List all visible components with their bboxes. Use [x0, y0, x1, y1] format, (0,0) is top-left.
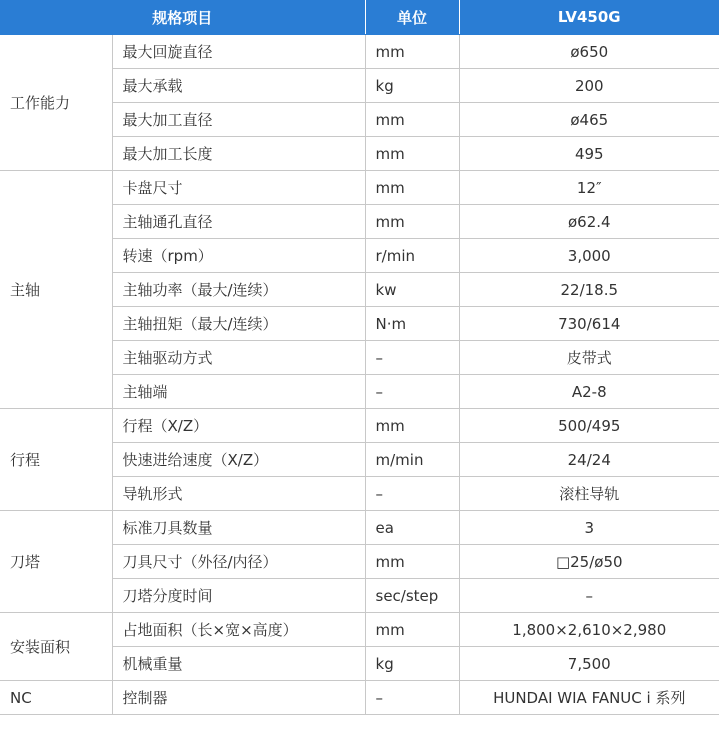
spec-unit: m/min [365, 443, 459, 477]
spec-value: 12″ [459, 171, 719, 205]
spec-unit: mm [365, 409, 459, 443]
spec-item: 最大加工直径 [112, 103, 365, 137]
spec-item: 主轴扭矩（最大/连续） [112, 307, 365, 341]
spec-item: 标准刀具数量 [112, 511, 365, 545]
spec-value: 500/495 [459, 409, 719, 443]
spec-unit: mm [365, 171, 459, 205]
table-row [0, 35, 719, 69]
spec-unit: mm [365, 35, 459, 69]
spec-unit: mm [365, 613, 459, 647]
spec-value: 730/614 [459, 307, 719, 341]
spec-item: 刀具尺寸（外径/内径） [112, 545, 365, 579]
spec-unit: sec/step [365, 579, 459, 613]
spec-item: 最大承载 [112, 69, 365, 103]
spec-unit: kg [365, 69, 459, 103]
spec-item: 主轴端 [112, 375, 365, 409]
spec-value: ø650 [459, 35, 719, 69]
spec-value: 24/24 [459, 443, 719, 477]
spec-value: – [459, 579, 719, 613]
spec-value: 7,500 [459, 647, 719, 681]
spec-item: 行程（X/Z） [112, 409, 365, 443]
spec-item: 导轨形式 [112, 477, 365, 511]
spec-value: ø62.4 [459, 205, 719, 239]
spec-value: 3 [459, 511, 719, 545]
spec-unit: – [365, 341, 459, 375]
header-row [0, 0, 719, 35]
spec-value: 滚柱导轨 [459, 477, 719, 511]
spec-value: 200 [459, 69, 719, 103]
spec-unit: mm [365, 137, 459, 171]
group-label: 行程 [0, 409, 112, 511]
spec-unit: mm [365, 103, 459, 137]
table-row [0, 171, 719, 205]
header-item: 规格项目 [0, 0, 365, 35]
spec-item: 最大回旋直径 [112, 35, 365, 69]
spec-item: 刀塔分度时间 [112, 579, 365, 613]
group-label: 工作能力 [0, 35, 112, 171]
spec-unit: ea [365, 511, 459, 545]
spec-item: 主轴通孔直径 [112, 205, 365, 239]
spec-value: 皮带式 [459, 341, 719, 375]
spec-value: 1,800×2,610×2,980 [459, 613, 719, 647]
spec-unit: – [365, 375, 459, 409]
group-label: NC [0, 681, 112, 715]
spec-item: 机械重量 [112, 647, 365, 681]
spec-value: □25/ø50 [459, 545, 719, 579]
spec-value: 22/18.5 [459, 273, 719, 307]
spec-value: 495 [459, 137, 719, 171]
table-row [0, 613, 719, 647]
table-row [0, 681, 719, 715]
spec-unit: r/min [365, 239, 459, 273]
spec-value: A2-8 [459, 375, 719, 409]
table-row [0, 511, 719, 545]
spec-item: 控制器 [112, 681, 365, 715]
spec-unit: mm [365, 205, 459, 239]
header-model: LV450G [459, 0, 719, 35]
spec-value: ø465 [459, 103, 719, 137]
spec-unit: kg [365, 647, 459, 681]
header-unit: 单位 [365, 0, 459, 35]
spec-unit: mm [365, 545, 459, 579]
spec-value: 3,000 [459, 239, 719, 273]
spec-unit: – [365, 477, 459, 511]
spec-item: 主轴驱动方式 [112, 341, 365, 375]
spec-body [0, 35, 719, 715]
group-label: 主轴 [0, 171, 112, 409]
spec-item: 快速进给速度（X/Z） [112, 443, 365, 477]
table-row [0, 409, 719, 443]
spec-item: 最大加工长度 [112, 137, 365, 171]
spec-value: HUNDAI WIA FANUC i 系列 [459, 681, 719, 715]
group-label: 刀塔 [0, 511, 112, 613]
group-label: 安装面积 [0, 613, 112, 681]
spec-unit: – [365, 681, 459, 715]
spec-unit: N·m [365, 307, 459, 341]
spec-item: 转速（rpm） [112, 239, 365, 273]
spec-item: 占地面积（长×宽×高度） [112, 613, 365, 647]
spec-item: 主轴功率（最大/连续） [112, 273, 365, 307]
spec-item: 卡盘尺寸 [112, 171, 365, 205]
spec-unit: kw [365, 273, 459, 307]
